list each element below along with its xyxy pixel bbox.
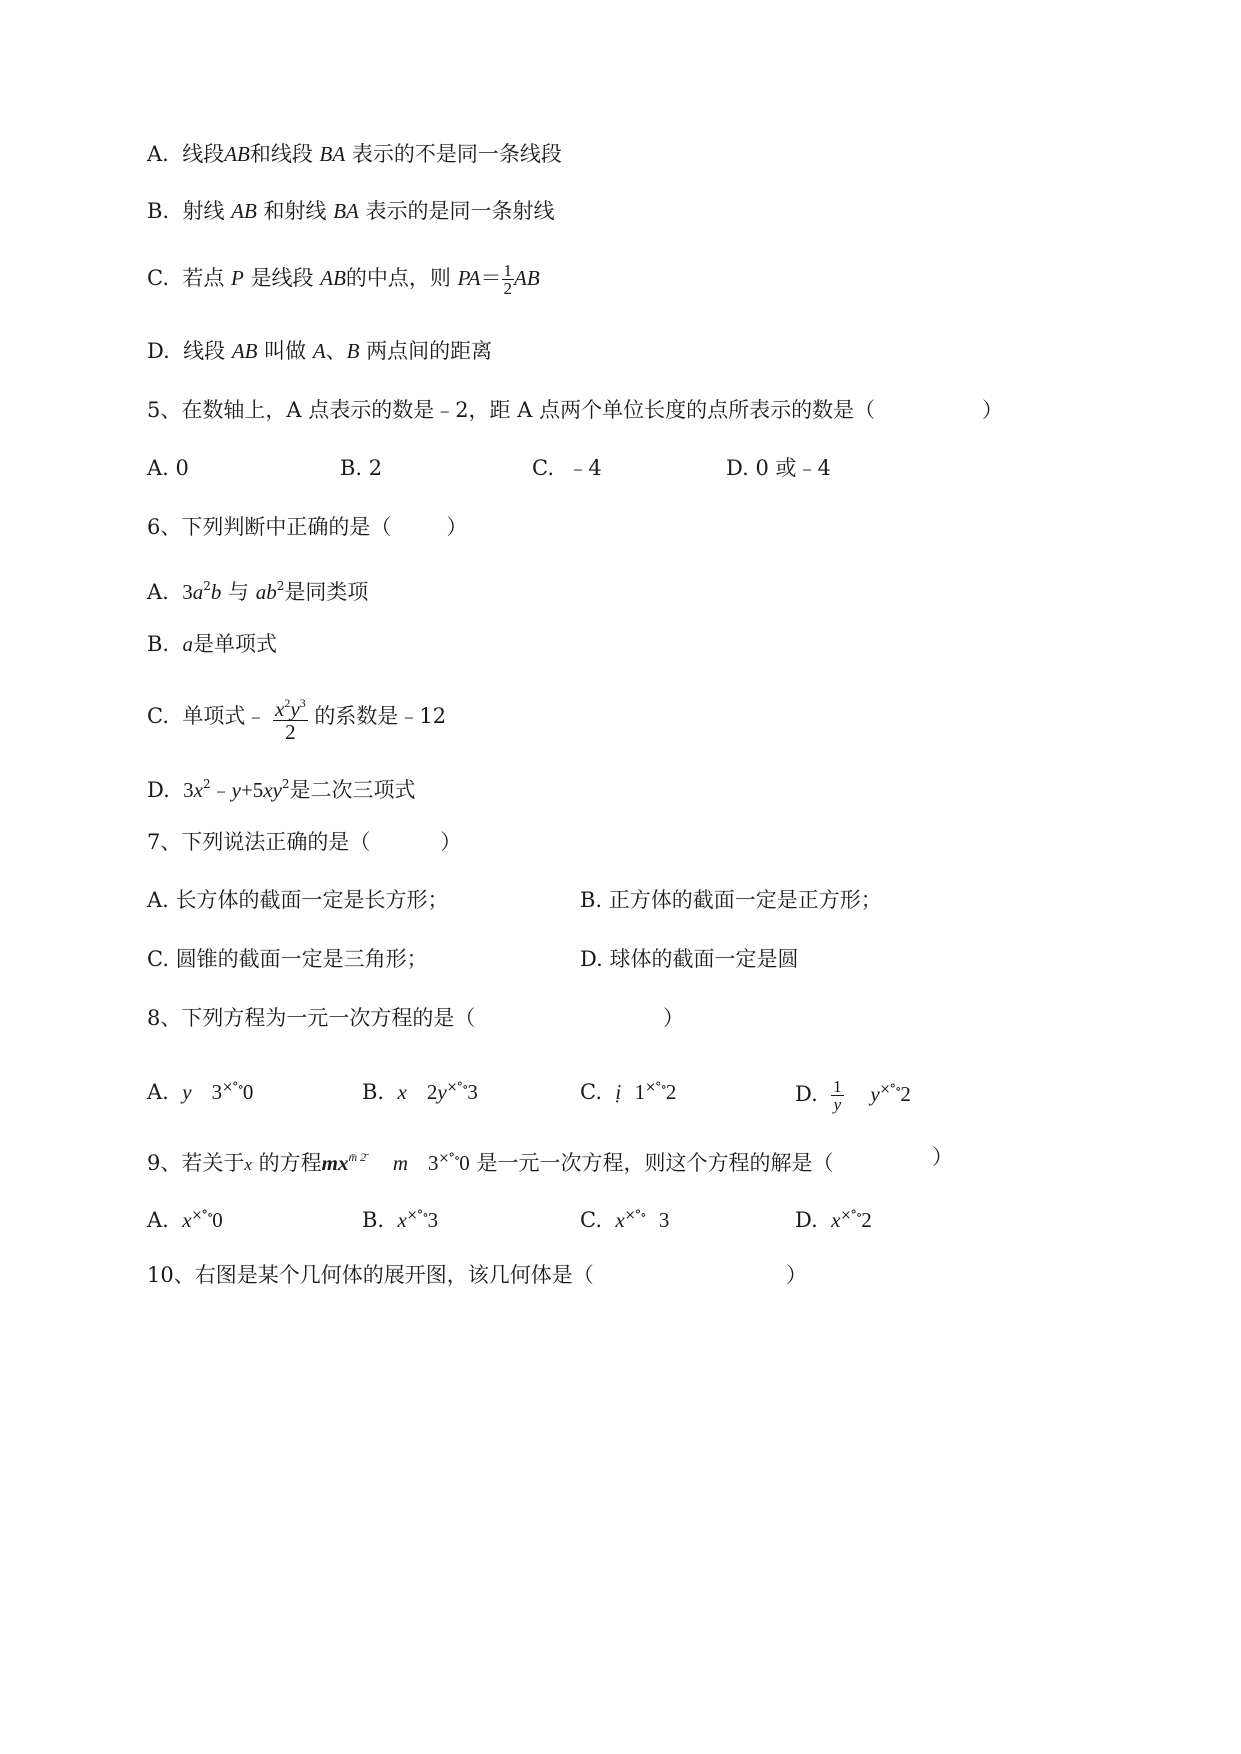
q8-options: [0, 1062, 1241, 1122]
q6-option-b: B. a是单项式: [147, 632, 277, 656]
q5-option-d: D. 0 或﹣4: [726, 456, 831, 480]
q6-option-d: D. $3x^2﹣y+5xy^2$是二次三项式: [147, 777, 416, 802]
q6-stem: 6、下列判断中正确的是（ ）: [147, 515, 468, 539]
q5-close-paren: ）: [982, 398, 1003, 422]
q9-option-a: A. x×°∘0: [147, 1208, 223, 1232]
q7-option-b: B. 正方体的截面一定是正方形；: [580, 888, 882, 912]
q5-option-a: A. 0: [147, 456, 189, 480]
q7-option-c: C. 圆锥的截面一定是三角形；: [147, 947, 428, 971]
q5-options: [0, 454, 1241, 494]
q9-options: [0, 1202, 1241, 1242]
q8-option-d: D. $\frac{1}{y}$ y×°∘2: [795, 1077, 911, 1114]
q7-option-d: D. 球体的截面一定是圆: [580, 947, 799, 971]
q5-option-c: C. ﹣4: [532, 456, 602, 480]
q9-close-paren: ）: [932, 1145, 953, 1169]
q8-option-a: A. y 3×°∘0: [147, 1080, 254, 1104]
q8-option-c: C. ị 1×°∘2: [580, 1080, 677, 1104]
q10-stem: 10、右图是某个几何体的展开图，该几何体是（: [147, 1263, 594, 1287]
q8-stem: 8、下列方程为一元一次方程的是（: [147, 1006, 476, 1030]
q4-option-d: D. 线段 AB 叫做 A、B 两点间的距离: [147, 339, 493, 363]
q9-option-c: C. x×°∘ 3: [580, 1208, 670, 1232]
q7-option-a: A. 长方体的截面一定是长方形；: [147, 888, 449, 912]
q6-option-c: C. 单项式﹣ $\frac{x^2y^3}{2}$ 的系数是﹣12: [147, 688, 446, 744]
q9-stem: 9、若关于x 的方程$mx^{m̄ 2̄}$ m 3×°∘0 是一元一次方程，则这个方程的解是（: [147, 1150, 834, 1175]
q7-options-row1: [0, 886, 1241, 926]
q5-option-b: B. 2: [340, 456, 383, 480]
q4-option-b: B. 射线 AB 和射线 BA 表示的是同一条射线: [147, 199, 555, 223]
fraction-one-half: $\frac{1}{2}$: [503, 261, 513, 298]
q4-option-a: A. 线段AB和线段 BA 表示的不是同一条线段: [147, 142, 562, 166]
fraction-x2y3-over-2: $\frac{x^2y^3}{2}$: [273, 692, 308, 743]
q9-option-d: D. x×°∘2: [795, 1208, 872, 1232]
fraction-one-over-y: $\frac{1}{y}$: [833, 1077, 842, 1114]
q5-stem: 5、在数轴上，A 点表示的数是﹣2，距 A 点两个单位长度的点所表示的数是（: [147, 398, 876, 422]
q8-close-paren: ）: [663, 1006, 684, 1030]
q4-option-c: C. 若点 P 是线段 AB的中点，则 PA＝ $\frac{1}{2}$ AB: [147, 261, 540, 298]
q6-option-a: A. $3a^2b$ 与 $ab^2$是同类项: [147, 579, 369, 604]
q8-option-b: B. x 2y×°∘3: [362, 1080, 478, 1104]
q7-options-row2: [0, 945, 1241, 985]
q10-close-paren: ）: [786, 1263, 807, 1287]
q9-option-b: B. x×°∘3: [362, 1208, 439, 1232]
q7-stem: 7、下列说法正确的是（ ）: [147, 830, 462, 854]
